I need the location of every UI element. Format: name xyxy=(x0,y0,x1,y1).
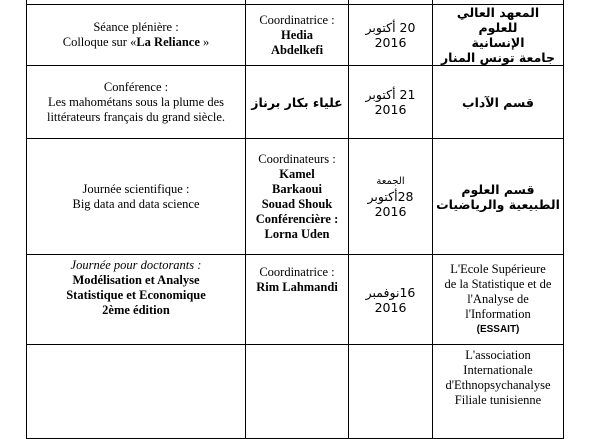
date-cell xyxy=(349,345,433,439)
event-type: Conférence : xyxy=(103,79,169,94)
coordinator-role: Coordinatrice : xyxy=(259,12,335,27)
event-cell xyxy=(27,139,246,255)
organizer-cell xyxy=(433,345,564,439)
organizer-cell xyxy=(433,5,564,66)
organizer-line: L'Ecole Supérieure xyxy=(450,262,546,276)
organizer-line: Internationale xyxy=(463,363,533,377)
organizer-cell xyxy=(433,255,564,345)
organizer-line: d'Ethnopsychanalyse xyxy=(445,378,551,392)
organizer-line: قسم الآداب xyxy=(462,94,534,110)
event-title: Colloque sur «La Reliance » xyxy=(62,35,210,49)
coordinator-role: Coordinateurs : xyxy=(258,151,336,166)
date-cell xyxy=(349,66,433,139)
date-line: 16نوفمبر 2016 xyxy=(365,284,416,315)
organizer-line: l'Information xyxy=(465,307,531,321)
speaker-name: Lorna Uden xyxy=(264,226,330,241)
date-line: 2016 xyxy=(374,35,407,50)
date-cell xyxy=(349,139,433,255)
table-row xyxy=(27,5,564,66)
coordinator-name: Hedia xyxy=(281,27,313,42)
organizer-line: جامعة تونس المنار xyxy=(440,50,556,65)
event-cell xyxy=(27,5,246,66)
event-edition: 2ème édition xyxy=(102,303,170,317)
date-line: 20 أكتوبر xyxy=(365,20,416,35)
table-row xyxy=(27,345,564,439)
event-cell xyxy=(27,345,246,439)
table-row xyxy=(27,66,564,139)
event-title: Big data and data science xyxy=(72,196,200,211)
coordinator-name: Barkaoui xyxy=(271,181,322,196)
event-title: Statistique et Economique xyxy=(66,288,206,302)
date-cell xyxy=(349,255,433,345)
coordinator-cell xyxy=(246,345,349,439)
event-type: Journée pour doctorants : xyxy=(70,258,202,272)
organizer-line: المعهد العالي للعلوم xyxy=(456,5,540,35)
table-row xyxy=(27,139,564,255)
organizer-line: de la Statistique et de xyxy=(444,277,552,291)
coordinator-name: Abdelkefi xyxy=(270,42,324,57)
organizer-line: الطبيعية والرياضيات xyxy=(436,196,560,212)
organizer-line: الإنسانية xyxy=(471,35,525,50)
date-day: الجمعة xyxy=(376,176,405,187)
coordinator-role: Coordinatrice : xyxy=(259,265,335,279)
coordinator-name: Kamel xyxy=(279,166,315,181)
date-cell xyxy=(349,5,433,66)
organizer-line: قسم العلوم xyxy=(461,181,535,197)
coordinator-name: Rim Lahmandi xyxy=(256,280,338,294)
coordinator-cell xyxy=(246,139,349,255)
event-title: Modélisation et Analyse xyxy=(72,273,200,287)
event-title: Les mahométans sous la plume des xyxy=(47,94,224,109)
event-cell xyxy=(27,255,246,345)
event-type: Journée scientifique : xyxy=(82,181,190,196)
organizer-cell xyxy=(433,66,564,139)
organizer-line: Filiale tunisienne xyxy=(454,393,542,407)
coordinator-name: علياء بكار برناز xyxy=(251,94,343,110)
date-line: 21 أكتوبر 2016 xyxy=(365,87,416,117)
event-title: littérateurs français du grand siècle. xyxy=(46,109,226,124)
coordinator-cell xyxy=(246,5,349,66)
speaker-role: Conférencière : xyxy=(255,211,339,226)
coordinator-name: Souad Shouk xyxy=(261,196,333,211)
event-type: Séance plénière : xyxy=(93,20,179,34)
program-table xyxy=(26,0,564,439)
organizer-line: L'association xyxy=(465,348,531,362)
date-line: 28أكتوبر 2016 xyxy=(367,189,414,219)
coordinator-cell xyxy=(246,255,349,345)
organizer-abbreviation: (ESSAIT) xyxy=(476,324,520,335)
coordinator-cell xyxy=(246,66,349,139)
organizer-cell xyxy=(433,139,564,255)
organizer-line: l'Analyse de xyxy=(467,292,529,306)
table-row xyxy=(27,255,564,345)
event-cell xyxy=(27,66,246,139)
